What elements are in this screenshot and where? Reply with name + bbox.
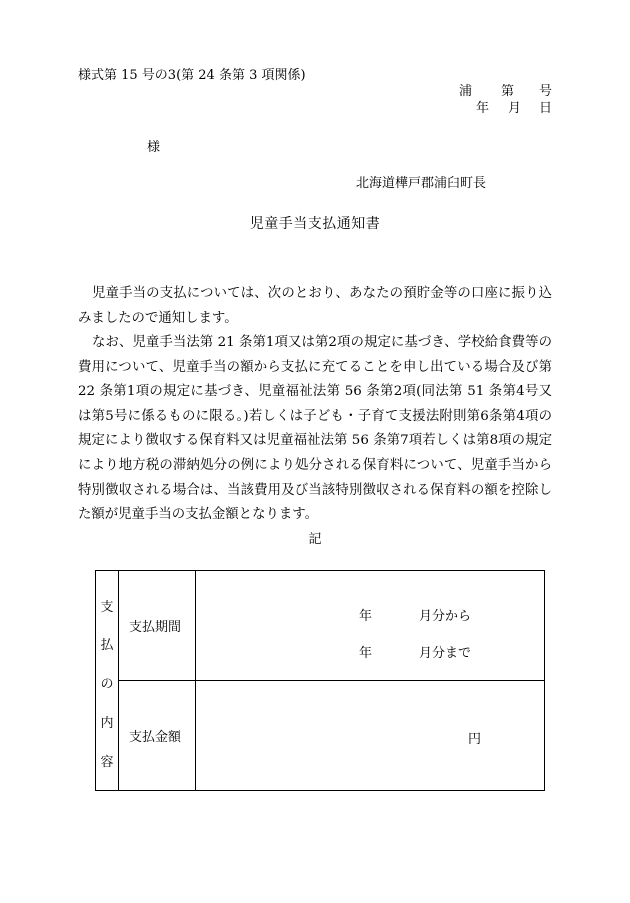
section-char: の: [100, 677, 114, 692]
ref-ura: 浦: [459, 84, 473, 99]
period-from-year: 年: [359, 609, 373, 624]
section-label: [96, 572, 118, 790]
ref-dai: 第: [501, 84, 515, 99]
date-month: 月: [508, 101, 522, 116]
period-to-year: 年: [359, 646, 373, 661]
section-char: 払: [100, 638, 114, 654]
section-char: 容: [100, 754, 114, 770]
issuer: 北海道樺戸郡浦臼町長: [356, 176, 487, 191]
date-year: 年: [476, 101, 490, 116]
date-day: 日: [539, 101, 553, 116]
ref-go: 号: [539, 84, 553, 99]
document-title: 児童手当支払通知書: [249, 216, 381, 232]
period-value: [196, 571, 545, 681]
period-to-month: 月分まで: [419, 646, 472, 661]
section-char: 支: [100, 599, 114, 615]
body-paragraph-1: 児童手当の支払については、次のとおり、あなたの預貯金等の口座に振り込みましたので通知します。: [78, 286, 552, 326]
ki-heading: 記: [308, 532, 322, 547]
amount-unit: 円: [468, 732, 482, 747]
body-paragraph-2: なお、児童手当法第 21 条第1項又は第2項の規定に基づき、学校給食費等の費用について、児童手当の額から支払に充てることを申し出ている場合及び第22 条第1項の規定に基づき、児童福祉法第 56 条第2項(同法第 51 条第4号又は第5号に係るものに限る。)若しくは子ども・子育て支援法附則第6条第4項の規定により徴収する保育料又は児童福祉法第 56 条第7項若しくは第8項の規定により地方税の滞納処分の例により処分される保育料について、児童手当から特別徴収される場合は、当該費用及び当該特別徴収される保育料の額を控除した額が児童手当の支払金額となります。: [78, 335, 552, 523]
period-label: 支払期間: [119, 571, 196, 681]
period-from-month: 月分から: [419, 609, 472, 624]
amount-label: 支払金額: [119, 681, 196, 791]
payment-details-table: [95, 570, 545, 791]
section-label-cell: [96, 571, 119, 791]
amount-value: [196, 681, 545, 791]
form-number: 様式第 15 号の3(第 24 条第 3 項関係): [78, 68, 306, 83]
section-char: 内: [100, 715, 114, 731]
addressee: 様: [147, 140, 161, 155]
